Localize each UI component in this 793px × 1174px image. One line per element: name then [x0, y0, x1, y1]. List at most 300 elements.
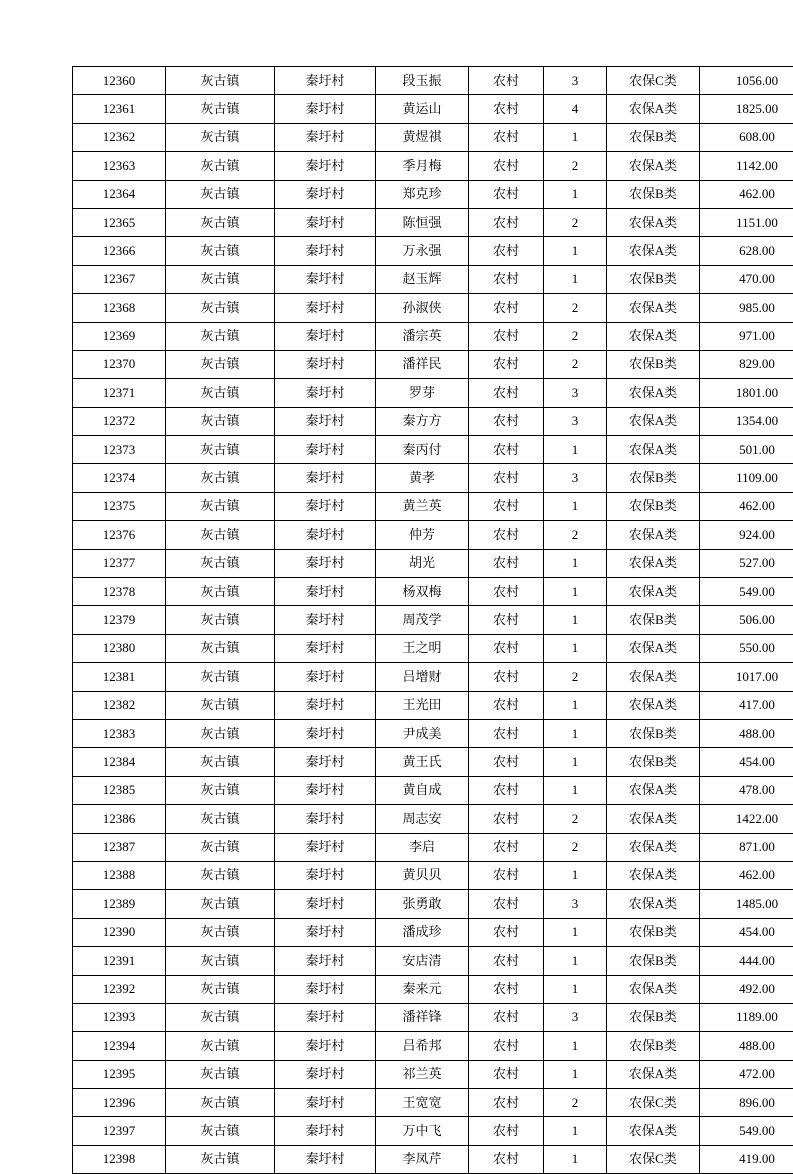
table-row: [73, 294, 793, 322]
table-row: [73, 492, 793, 520]
table-row: [73, 322, 793, 350]
cell-household-type: 农村: [469, 152, 544, 180]
cell-id: 12397: [73, 1117, 166, 1145]
table-row: [73, 578, 793, 606]
cell-household-type: 农村: [469, 805, 544, 833]
cell-name: 黄王氏: [376, 748, 469, 776]
cell-name: 潘祥锋: [376, 1003, 469, 1031]
cell-town: 灰古镇: [166, 975, 275, 1003]
cell-town: 灰古镇: [166, 123, 275, 151]
cell-amount: 417.00: [700, 691, 793, 719]
cell-category: 农保C类: [607, 1089, 700, 1117]
cell-name: 王光田: [376, 691, 469, 719]
cell-amount: 1056.00: [700, 67, 793, 95]
cell-household-type: 农村: [469, 436, 544, 464]
cell-town: 灰古镇: [166, 521, 275, 549]
cell-id: 12379: [73, 606, 166, 634]
cell-category: 农保B类: [607, 748, 700, 776]
cell-town: 灰古镇: [166, 691, 275, 719]
cell-household-type: 农村: [469, 67, 544, 95]
cell-town: 灰古镇: [166, 805, 275, 833]
cell-category: 农保A类: [607, 549, 700, 577]
table-row: [73, 634, 793, 662]
cell-amount: 1142.00: [700, 152, 793, 180]
cell-people-count: 1: [544, 578, 607, 606]
cell-town: 灰古镇: [166, 379, 275, 407]
cell-town: 灰古镇: [166, 265, 275, 293]
table-row: [73, 521, 793, 549]
table-row: [73, 436, 793, 464]
cell-people-count: 1: [544, 180, 607, 208]
cell-category: 农保A类: [607, 237, 700, 265]
cell-household-type: 农村: [469, 748, 544, 776]
cell-name: 吕增财: [376, 663, 469, 691]
cell-town: 灰古镇: [166, 776, 275, 804]
cell-village: 秦圩村: [275, 123, 376, 151]
cell-village: 秦圩村: [275, 805, 376, 833]
cell-town: 灰古镇: [166, 748, 275, 776]
cell-people-count: 2: [544, 152, 607, 180]
cell-people-count: 1: [544, 1032, 607, 1060]
cell-category: 农保B类: [607, 464, 700, 492]
table-row: [73, 748, 793, 776]
cell-village: 秦圩村: [275, 294, 376, 322]
cell-name: 秦方方: [376, 407, 469, 435]
cell-name: 潘祥民: [376, 350, 469, 378]
cell-category: 农保B类: [607, 265, 700, 293]
cell-name: 李凤芹: [376, 1145, 469, 1173]
cell-people-count: 3: [544, 890, 607, 918]
table-row: [73, 947, 793, 975]
cell-id: 12370: [73, 350, 166, 378]
cell-town: 灰古镇: [166, 95, 275, 123]
cell-name: 李启: [376, 833, 469, 861]
cell-name: 黄自成: [376, 776, 469, 804]
cell-people-count: 2: [544, 322, 607, 350]
cell-name: 周茂学: [376, 606, 469, 634]
cell-village: 秦圩村: [275, 436, 376, 464]
cell-village: 秦圩村: [275, 1145, 376, 1173]
cell-category: 农保C类: [607, 1145, 700, 1173]
cell-household-type: 农村: [469, 237, 544, 265]
cell-amount: 549.00: [700, 578, 793, 606]
cell-town: 灰古镇: [166, 663, 275, 691]
cell-name: 孙淑侠: [376, 294, 469, 322]
cell-name: 季月梅: [376, 152, 469, 180]
cell-town: 灰古镇: [166, 237, 275, 265]
cell-id: 12380: [73, 634, 166, 662]
cell-category: 农保A类: [607, 407, 700, 435]
cell-people-count: 1: [544, 265, 607, 293]
cell-town: 灰古镇: [166, 1060, 275, 1088]
cell-id: 12381: [73, 663, 166, 691]
cell-amount: 1017.00: [700, 663, 793, 691]
cell-category: 农保B类: [607, 606, 700, 634]
cell-town: 灰古镇: [166, 1003, 275, 1031]
cell-people-count: 1: [544, 237, 607, 265]
cell-village: 秦圩村: [275, 1060, 376, 1088]
cell-village: 秦圩村: [275, 407, 376, 435]
cell-people-count: 2: [544, 833, 607, 861]
cell-town: 灰古镇: [166, 1089, 275, 1117]
cell-people-count: 1: [544, 719, 607, 747]
cell-category: 农保A类: [607, 379, 700, 407]
cell-village: 秦圩村: [275, 265, 376, 293]
cell-amount: 896.00: [700, 1089, 793, 1117]
cell-id: 12371: [73, 379, 166, 407]
cell-village: 秦圩村: [275, 464, 376, 492]
cell-household-type: 农村: [469, 861, 544, 889]
cell-amount: 1109.00: [700, 464, 793, 492]
cell-name: 黄兰英: [376, 492, 469, 520]
cell-household-type: 农村: [469, 833, 544, 861]
cell-name: 秦来元: [376, 975, 469, 1003]
cell-town: 灰古镇: [166, 294, 275, 322]
table-row: [73, 549, 793, 577]
cell-id: 12389: [73, 890, 166, 918]
table-row: [73, 833, 793, 861]
cell-people-count: 3: [544, 67, 607, 95]
cell-town: 灰古镇: [166, 719, 275, 747]
cell-category: 农保B类: [607, 947, 700, 975]
cell-category: 农保A类: [607, 294, 700, 322]
table-row: [73, 1003, 793, 1031]
cell-people-count: 1: [544, 918, 607, 946]
cell-household-type: 农村: [469, 549, 544, 577]
cell-id: 12394: [73, 1032, 166, 1060]
cell-amount: 1189.00: [700, 1003, 793, 1031]
cell-amount: 419.00: [700, 1145, 793, 1173]
cell-village: 秦圩村: [275, 634, 376, 662]
cell-name: 周志安: [376, 805, 469, 833]
cell-village: 秦圩村: [275, 549, 376, 577]
cell-name: 尹成美: [376, 719, 469, 747]
cell-household-type: 农村: [469, 691, 544, 719]
cell-village: 秦圩村: [275, 748, 376, 776]
cell-household-type: 农村: [469, 407, 544, 435]
cell-name: 杨双梅: [376, 578, 469, 606]
cell-town: 灰古镇: [166, 152, 275, 180]
cell-village: 秦圩村: [275, 776, 376, 804]
table-row: [73, 379, 793, 407]
cell-village: 秦圩村: [275, 663, 376, 691]
cell-people-count: 2: [544, 805, 607, 833]
cell-name: 张勇敢: [376, 890, 469, 918]
cell-category: 农保A类: [607, 691, 700, 719]
cell-id: 12388: [73, 861, 166, 889]
cell-id: 12386: [73, 805, 166, 833]
cell-id: 12361: [73, 95, 166, 123]
cell-household-type: 农村: [469, 606, 544, 634]
cell-amount: 1825.00: [700, 95, 793, 123]
cell-people-count: 2: [544, 208, 607, 236]
cell-category: 农保B类: [607, 1003, 700, 1031]
cell-id: 12360: [73, 67, 166, 95]
cell-village: 秦圩村: [275, 606, 376, 634]
cell-id: 12382: [73, 691, 166, 719]
cell-town: 灰古镇: [166, 833, 275, 861]
cell-people-count: 2: [544, 1089, 607, 1117]
cell-people-count: 1: [544, 492, 607, 520]
cell-household-type: 农村: [469, 492, 544, 520]
cell-town: 灰古镇: [166, 208, 275, 236]
cell-name: 陈恒强: [376, 208, 469, 236]
cell-people-count: 3: [544, 407, 607, 435]
cell-name: 安店清: [376, 947, 469, 975]
cell-household-type: 农村: [469, 719, 544, 747]
cell-amount: 492.00: [700, 975, 793, 1003]
cell-id: 12363: [73, 152, 166, 180]
cell-amount: 971.00: [700, 322, 793, 350]
cell-id: 12374: [73, 464, 166, 492]
cell-id: 12375: [73, 492, 166, 520]
cell-category: 农保B类: [607, 350, 700, 378]
cell-town: 灰古镇: [166, 1032, 275, 1060]
cell-household-type: 农村: [469, 123, 544, 151]
cell-village: 秦圩村: [275, 947, 376, 975]
cell-id: 12396: [73, 1089, 166, 1117]
cell-category: 农保A类: [607, 152, 700, 180]
table-row: [73, 1032, 793, 1060]
table-row: [73, 464, 793, 492]
cell-amount: 488.00: [700, 1032, 793, 1060]
cell-village: 秦圩村: [275, 180, 376, 208]
cell-name: 万中飞: [376, 1117, 469, 1145]
cell-name: 郑克珍: [376, 180, 469, 208]
cell-amount: 628.00: [700, 237, 793, 265]
table-row: [73, 95, 793, 123]
cell-id: 12367: [73, 265, 166, 293]
cell-amount: 454.00: [700, 918, 793, 946]
cell-village: 秦圩村: [275, 1032, 376, 1060]
cell-amount: 871.00: [700, 833, 793, 861]
cell-town: 灰古镇: [166, 606, 275, 634]
cell-amount: 549.00: [700, 1117, 793, 1145]
cell-household-type: 农村: [469, 521, 544, 549]
cell-name: 黄贝贝: [376, 861, 469, 889]
cell-village: 秦圩村: [275, 833, 376, 861]
cell-category: 农保A类: [607, 975, 700, 1003]
cell-id: 12378: [73, 578, 166, 606]
cell-id: 12376: [73, 521, 166, 549]
cell-id: 12365: [73, 208, 166, 236]
cell-village: 秦圩村: [275, 208, 376, 236]
cell-town: 灰古镇: [166, 890, 275, 918]
cell-amount: 444.00: [700, 947, 793, 975]
cell-id: 12393: [73, 1003, 166, 1031]
cell-household-type: 农村: [469, 1117, 544, 1145]
cell-amount: 924.00: [700, 521, 793, 549]
table-row: [73, 890, 793, 918]
cell-id: 12377: [73, 549, 166, 577]
table-row: [73, 663, 793, 691]
cell-household-type: 农村: [469, 1089, 544, 1117]
cell-household-type: 农村: [469, 1003, 544, 1031]
cell-household-type: 农村: [469, 975, 544, 1003]
cell-town: 灰古镇: [166, 1145, 275, 1173]
cell-household-type: 农村: [469, 95, 544, 123]
cell-name: 黄煜祺: [376, 123, 469, 151]
cell-amount: 1801.00: [700, 379, 793, 407]
cell-town: 灰古镇: [166, 67, 275, 95]
cell-amount: 470.00: [700, 265, 793, 293]
table-row: [73, 1089, 793, 1117]
table-body: [73, 67, 793, 1174]
subsidy-table: [72, 66, 793, 1174]
cell-amount: 1151.00: [700, 208, 793, 236]
cell-id: 12369: [73, 322, 166, 350]
cell-household-type: 农村: [469, 663, 544, 691]
cell-amount: 462.00: [700, 861, 793, 889]
cell-household-type: 农村: [469, 350, 544, 378]
cell-amount: 462.00: [700, 492, 793, 520]
cell-category: 农保B类: [607, 180, 700, 208]
cell-people-count: 1: [544, 975, 607, 1003]
cell-town: 灰古镇: [166, 634, 275, 662]
cell-category: 农保A类: [607, 578, 700, 606]
table-row: [73, 1060, 793, 1088]
cell-category: 农保A类: [607, 634, 700, 662]
cell-name: 黄运山: [376, 95, 469, 123]
cell-category: 农保A类: [607, 436, 700, 464]
cell-town: 灰古镇: [166, 861, 275, 889]
cell-people-count: 2: [544, 294, 607, 322]
table-row: [73, 606, 793, 634]
cell-people-count: 1: [544, 748, 607, 776]
table-row: [73, 152, 793, 180]
cell-people-count: 2: [544, 663, 607, 691]
cell-village: 秦圩村: [275, 975, 376, 1003]
cell-name: 赵玉辉: [376, 265, 469, 293]
cell-people-count: 1: [544, 436, 607, 464]
table-row: [73, 123, 793, 151]
cell-people-count: 1: [544, 123, 607, 151]
cell-village: 秦圩村: [275, 95, 376, 123]
cell-household-type: 农村: [469, 1060, 544, 1088]
cell-people-count: 3: [544, 1003, 607, 1031]
cell-village: 秦圩村: [275, 918, 376, 946]
cell-name: 胡光: [376, 549, 469, 577]
cell-amount: 462.00: [700, 180, 793, 208]
cell-people-count: 2: [544, 521, 607, 549]
cell-town: 灰古镇: [166, 407, 275, 435]
cell-people-count: 3: [544, 379, 607, 407]
cell-category: 农保A类: [607, 833, 700, 861]
cell-id: 12392: [73, 975, 166, 1003]
cell-people-count: 1: [544, 947, 607, 975]
cell-household-type: 农村: [469, 294, 544, 322]
cell-people-count: 1: [544, 1117, 607, 1145]
cell-name: 段玉振: [376, 67, 469, 95]
cell-category: 农保C类: [607, 67, 700, 95]
cell-people-count: 2: [544, 350, 607, 378]
cell-category: 农保B类: [607, 123, 700, 151]
cell-id: 12362: [73, 123, 166, 151]
cell-amount: 527.00: [700, 549, 793, 577]
cell-id: 12373: [73, 436, 166, 464]
cell-town: 灰古镇: [166, 492, 275, 520]
cell-village: 秦圩村: [275, 379, 376, 407]
cell-household-type: 农村: [469, 464, 544, 492]
table-row: [73, 265, 793, 293]
cell-village: 秦圩村: [275, 492, 376, 520]
cell-id: 12390: [73, 918, 166, 946]
table-row: [73, 237, 793, 265]
cell-village: 秦圩村: [275, 1117, 376, 1145]
cell-town: 灰古镇: [166, 180, 275, 208]
cell-village: 秦圩村: [275, 719, 376, 747]
cell-amount: 501.00: [700, 436, 793, 464]
cell-id: 12366: [73, 237, 166, 265]
cell-category: 农保A类: [607, 890, 700, 918]
cell-category: 农保B类: [607, 719, 700, 747]
cell-household-type: 农村: [469, 180, 544, 208]
cell-id: 12372: [73, 407, 166, 435]
cell-category: 农保A类: [607, 776, 700, 804]
cell-id: 12364: [73, 180, 166, 208]
cell-household-type: 农村: [469, 947, 544, 975]
cell-village: 秦圩村: [275, 322, 376, 350]
cell-category: 农保A类: [607, 322, 700, 350]
cell-id: 12398: [73, 1145, 166, 1173]
table-row: [73, 1145, 793, 1173]
cell-category: 农保A类: [607, 95, 700, 123]
cell-amount: 488.00: [700, 719, 793, 747]
cell-id: 12368: [73, 294, 166, 322]
cell-household-type: 农村: [469, 379, 544, 407]
cell-household-type: 农村: [469, 776, 544, 804]
cell-people-count: 1: [544, 1060, 607, 1088]
cell-town: 灰古镇: [166, 578, 275, 606]
cell-household-type: 农村: [469, 1032, 544, 1060]
table-row: [73, 719, 793, 747]
cell-people-count: 1: [544, 549, 607, 577]
cell-name: 王宽宽: [376, 1089, 469, 1117]
cell-village: 秦圩村: [275, 152, 376, 180]
cell-village: 秦圩村: [275, 521, 376, 549]
cell-id: 12391: [73, 947, 166, 975]
table-row: [73, 67, 793, 95]
cell-household-type: 农村: [469, 208, 544, 236]
cell-amount: 454.00: [700, 748, 793, 776]
cell-amount: 1485.00: [700, 890, 793, 918]
cell-category: 农保B类: [607, 1032, 700, 1060]
cell-id: 12384: [73, 748, 166, 776]
cell-town: 灰古镇: [166, 1117, 275, 1145]
cell-village: 秦圩村: [275, 691, 376, 719]
cell-people-count: 1: [544, 606, 607, 634]
cell-name: 吕希邦: [376, 1032, 469, 1060]
cell-household-type: 农村: [469, 1145, 544, 1173]
cell-village: 秦圩村: [275, 237, 376, 265]
cell-amount: 985.00: [700, 294, 793, 322]
cell-amount: 478.00: [700, 776, 793, 804]
table-row: [73, 776, 793, 804]
cell-amount: 550.00: [700, 634, 793, 662]
cell-village: 秦圩村: [275, 1003, 376, 1031]
cell-village: 秦圩村: [275, 578, 376, 606]
cell-category: 农保B类: [607, 492, 700, 520]
cell-id: 12385: [73, 776, 166, 804]
cell-category: 农保A类: [607, 1060, 700, 1088]
cell-amount: 608.00: [700, 123, 793, 151]
cell-name: 黄孝: [376, 464, 469, 492]
cell-village: 秦圩村: [275, 67, 376, 95]
cell-people-count: 1: [544, 691, 607, 719]
cell-people-count: 1: [544, 776, 607, 804]
cell-name: 祁兰英: [376, 1060, 469, 1088]
cell-amount: 506.00: [700, 606, 793, 634]
